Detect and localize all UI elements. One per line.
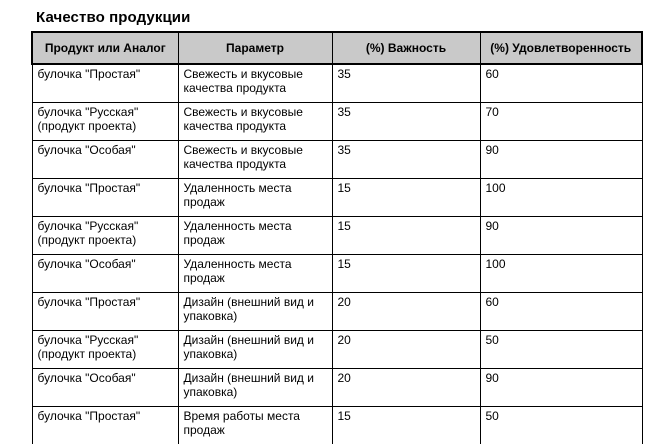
cell-satisfaction: 90 xyxy=(480,141,642,179)
table-row xyxy=(32,293,642,331)
cell-satisfaction: 90 xyxy=(480,217,642,255)
cell-product: булочка "Особая" xyxy=(32,141,178,179)
cell-satisfaction: 70 xyxy=(480,103,642,141)
table-row xyxy=(32,331,642,369)
cell-product: булочка "Особая" xyxy=(32,255,178,293)
table-row xyxy=(32,407,642,444)
header-satisfaction: (%) Удовлетворенность xyxy=(480,32,642,64)
cell-satisfaction: 100 xyxy=(480,179,642,217)
quality-table xyxy=(31,31,643,444)
table-row xyxy=(32,103,642,141)
cell-importance: 20 xyxy=(332,369,480,407)
table-row xyxy=(32,255,642,293)
cell-product: булочка "Особая" xyxy=(32,369,178,407)
table-header-row xyxy=(32,32,642,64)
cell-satisfaction: 100 xyxy=(480,255,642,293)
header-product: Продукт или Аналог xyxy=(32,32,178,64)
cell-product: булочка "Русская" (продукт проекта) xyxy=(32,217,178,255)
cell-importance: 15 xyxy=(332,179,480,217)
cell-product: булочка "Простая" xyxy=(32,179,178,217)
cell-satisfaction: 50 xyxy=(480,331,642,369)
cell-product: булочка "Простая" xyxy=(32,64,178,103)
page-title: Качество продукции xyxy=(36,9,190,26)
cell-parameter: Свежесть и вкусовые качества продукта xyxy=(178,64,332,103)
cell-importance: 35 xyxy=(332,141,480,179)
cell-product: булочка "Русская" (продукт проекта) xyxy=(32,103,178,141)
cell-parameter: Дизайн (внешний вид и упаковка) xyxy=(178,331,332,369)
cell-importance: 35 xyxy=(332,64,480,103)
cell-product: булочка "Простая" xyxy=(32,293,178,331)
cell-importance: 15 xyxy=(332,407,480,444)
cell-parameter: Свежесть и вкусовые качества продукта xyxy=(178,103,332,141)
table-row xyxy=(32,179,642,217)
cell-product: булочка "Русская" (продукт проекта) xyxy=(32,331,178,369)
cell-parameter: Время работы места продаж xyxy=(178,407,332,444)
cell-parameter: Удаленность места продаж xyxy=(178,255,332,293)
table-row xyxy=(32,217,642,255)
cell-importance: 20 xyxy=(332,331,480,369)
cell-satisfaction: 60 xyxy=(480,64,642,103)
header-importance: (%) Важность xyxy=(332,32,480,64)
table-row xyxy=(32,369,642,407)
cell-parameter: Удаленность места продаж xyxy=(178,179,332,217)
cell-parameter: Дизайн (внешний вид и упаковка) xyxy=(178,369,332,407)
cell-importance: 15 xyxy=(332,255,480,293)
cell-satisfaction: 50 xyxy=(480,407,642,444)
cell-parameter: Удаленность места продаж xyxy=(178,217,332,255)
cell-satisfaction: 90 xyxy=(480,369,642,407)
cell-product: булочка "Простая" xyxy=(32,407,178,444)
table-row xyxy=(32,64,642,103)
cell-parameter: Дизайн (внешний вид и упаковка) xyxy=(178,293,332,331)
cell-satisfaction: 60 xyxy=(480,293,642,331)
cell-importance: 15 xyxy=(332,217,480,255)
table-row xyxy=(32,141,642,179)
cell-importance: 20 xyxy=(332,293,480,331)
header-parameter: Параметр xyxy=(178,32,332,64)
cell-importance: 35 xyxy=(332,103,480,141)
cell-parameter: Свежесть и вкусовые качества продукта xyxy=(178,141,332,179)
